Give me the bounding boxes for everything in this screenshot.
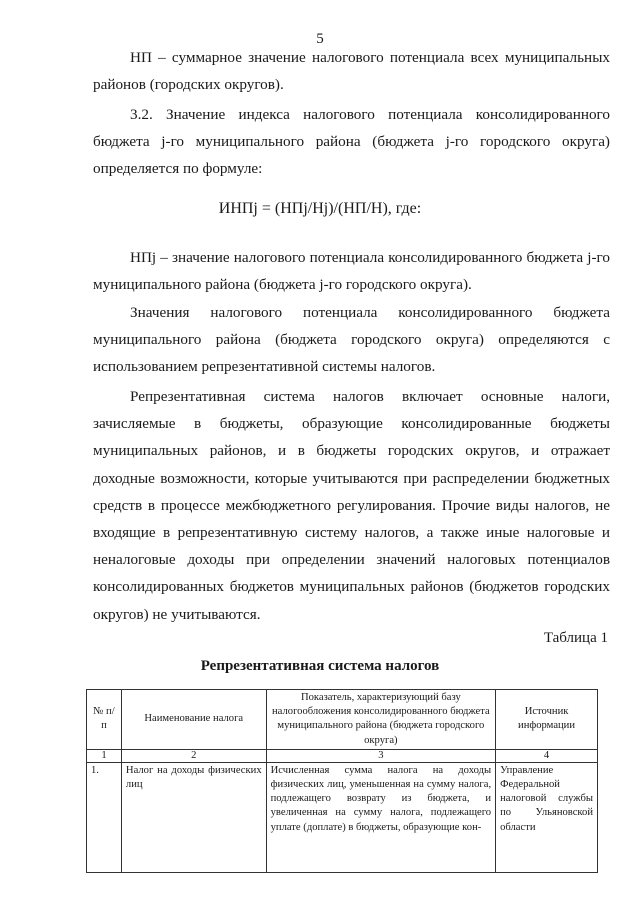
table-title: Репрезентативная система налогов [200, 658, 440, 674]
row-tax-name: Налог на доходы физических лиц [121, 762, 266, 872]
column-number: 3 [266, 749, 495, 762]
paragraph-np-definition: НП – суммарное значение налогового потенциала всех муниципальных районов (городских округов). [93, 49, 610, 94]
header-tax-name: Наименование налога [121, 690, 266, 750]
page-number: 5 [316, 31, 324, 47]
column-number: 4 [496, 749, 598, 762]
paragraph-3-2: 3.2. Значение индекса налогового потенциала консолидированного бюджета j-го муниципального района (бюджета j-го городского округа) определяется по формуле: [93, 106, 610, 178]
header-number: № п/п [87, 690, 122, 750]
table-column-numbers-row [87, 749, 598, 762]
header-source: Источник информации [496, 690, 598, 750]
row-indicator: Исчисленная сумма налога на доходы физических лиц, уменьшенная на сумму налога, подлежащего возврату из бюджета, и увеличенная на сумму налога, подлежащего уплате (доплате) в бюджеты, образующие кон- [266, 762, 495, 872]
table-row [87, 762, 598, 872]
table-header-row [87, 690, 598, 750]
row-number: 1. [87, 762, 122, 872]
representative-tax-table [86, 689, 598, 873]
paragraph-npj-definition: НПj – значение налогового потенциала консолидированного бюджета j-го муниципального района (бюджета j-го городского округа). [93, 249, 610, 294]
header-indicator: Показатель, характеризующий базу налогообложения консолидированного бюджета муниципального района (бюджета городского округа) [266, 690, 495, 750]
paragraph-potential-values: Значения налогового потенциала консолидированного бюджета муниципального района (бюджета городского округа) определяются с использованием репрезентативной системы налогов. [93, 304, 610, 376]
formula-inpj: ИНПj = (НПj/Hj)/(НП/Н), где: [218, 200, 422, 217]
row-source: Управление Федеральной налоговой службы по Ульяновской области [496, 762, 598, 872]
table-label: Таблица 1 [543, 630, 608, 646]
paragraph-representative-system: Репрезентативная система налогов включает основные налоги, зачисляемые в бюджеты, образующие консолидированные бюджеты муниципальных районов, и в бюджеты городских округов, и отражает доходные возможности, которые учитываются при распределении бюджетных средств в процессе межбюджетного регулирования. Прочие виды налогов, не входящие в репрезентативную систему налогов, а также иные налоговые и неналоговые доходы при определении значений налоговых потенциалов консолидированных бюджетов муниципальных районов (бюджетов городских округов) не учитываются. [93, 388, 610, 623]
column-number: 1 [87, 749, 122, 762]
column-number: 2 [121, 749, 266, 762]
